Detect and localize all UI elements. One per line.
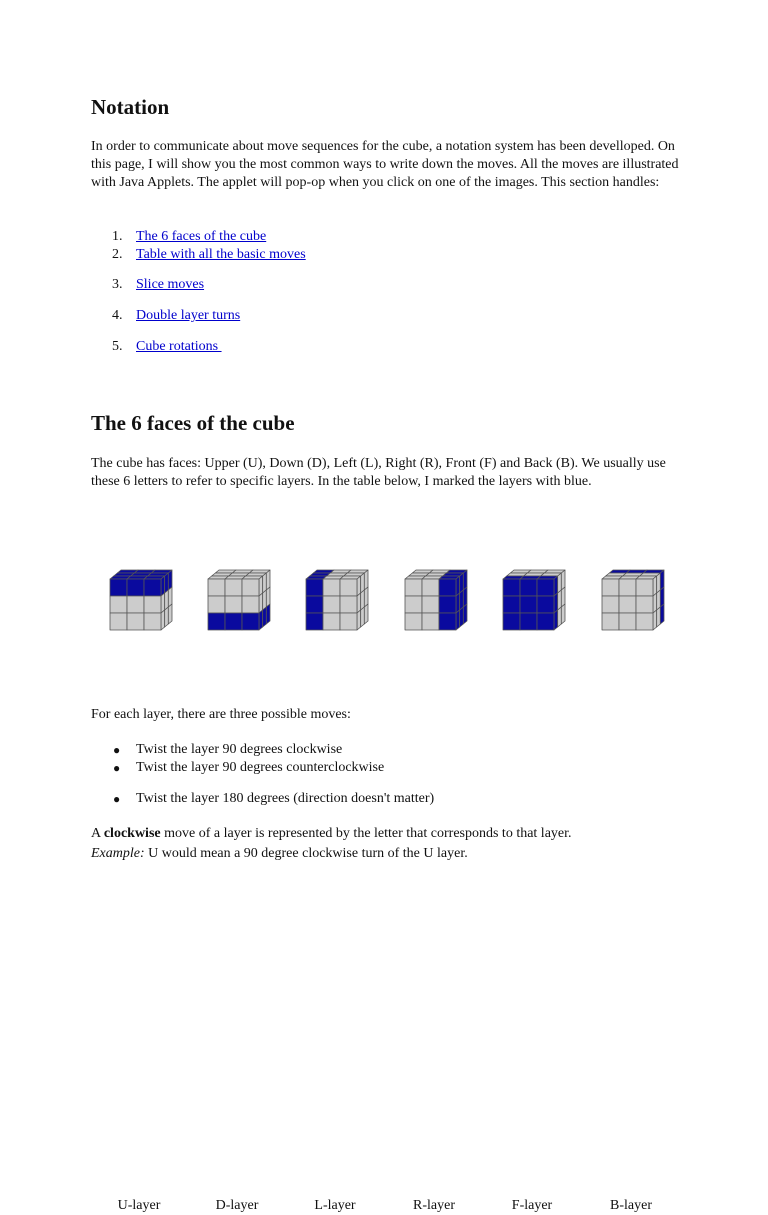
cube-front-sticker [602, 613, 619, 630]
cube-front-sticker [537, 613, 554, 630]
cube-front-sticker [619, 613, 636, 630]
cube-front-sticker [208, 579, 225, 596]
cube-front-sticker [242, 596, 259, 613]
cube-front-sticker [242, 579, 259, 596]
cube-front-sticker [636, 579, 653, 596]
cube-side-sticker [653, 610, 657, 630]
cube-r-layer[interactable] [399, 565, 479, 1213]
toc-link-cube-rotations[interactable]: Cube rotations [136, 339, 222, 354]
cube-front-sticker [127, 596, 144, 613]
cube-front-sticker [144, 579, 161, 596]
cube-front-sticker [520, 613, 537, 630]
cube-front-sticker [602, 596, 619, 613]
faces-heading: The 6 faces of the cube [91, 411, 295, 435]
clockwise-prefix: A [91, 826, 104, 841]
cube-d-layer-image [202, 565, 272, 631]
cube-f-layer-image [497, 565, 567, 631]
bullet-text: Twist the layer 90 degrees counterclockwise [136, 760, 385, 775]
cube-side-sticker [168, 604, 172, 624]
cube-side-sticker [259, 610, 263, 630]
cube-side-sticker [463, 604, 467, 624]
cube-label: F-layer [511, 1198, 553, 1213]
cube-front-sticker [225, 613, 242, 630]
cube-side-sticker [660, 604, 664, 624]
cube-front-sticker [340, 596, 357, 613]
cube-front-sticker [323, 596, 340, 613]
cube-label: B-layer [610, 1198, 652, 1213]
cube-front-sticker [619, 596, 636, 613]
example-paragraph [91, 845, 691, 863]
cube-front-sticker [208, 596, 225, 613]
cube-side-sticker [364, 604, 368, 624]
cube-front-sticker [503, 596, 520, 613]
faces-intro: The cube has faces: Upper (U), Down (D), Left (L), Right (R), Front (F) and Back (B). We usually use these 6 letters to refer to specific layers. In the table below, I marked the layers with blue. [91, 456, 666, 489]
toc-link-faces[interactable]: The 6 faces of the cube [136, 229, 267, 244]
cube-front-sticker [110, 579, 127, 596]
toc-link-slice-moves[interactable]: Slice moves [136, 277, 205, 292]
bullet-dot: ● [113, 761, 121, 775]
toc-link-basic-moves[interactable]: Table with all the basic moves [136, 247, 306, 262]
cube-front-sticker [503, 579, 520, 596]
cube-front-sticker [520, 596, 537, 613]
cube-label: R-layer [413, 1198, 455, 1213]
cube-front-sticker [110, 596, 127, 613]
cube-side-sticker [357, 610, 361, 630]
cube-front-sticker [306, 596, 323, 613]
cube-front-sticker [340, 613, 357, 630]
cube-side-sticker [263, 607, 267, 627]
cube-front-sticker [208, 613, 225, 630]
cube-f-layer[interactable] [497, 565, 577, 1213]
cube-u-layer-image [104, 565, 174, 631]
cube-r-layer-image [399, 565, 469, 631]
cube-front-sticker [405, 596, 422, 613]
cube-side-sticker [561, 604, 565, 624]
toc-number: 1. [112, 229, 123, 244]
moves-intro: For each layer, there are three possible moves: [91, 707, 351, 722]
cube-front-sticker [619, 579, 636, 596]
cube-label: L-layer [314, 1198, 356, 1213]
clockwise-suffix: move of a layer is represented by the letter that corresponds to that layer. [160, 826, 572, 841]
example-label: Example: [91, 846, 145, 861]
cube-front-sticker [340, 579, 357, 596]
toc-link-double-layer[interactable]: Double layer turns [136, 308, 241, 323]
cube-label: U-layer [117, 1198, 161, 1213]
cube-front-sticker [520, 579, 537, 596]
cube-front-sticker [323, 579, 340, 596]
cube-front-sticker [422, 579, 439, 596]
cube-front-sticker [405, 579, 422, 596]
cube-side-sticker [456, 610, 460, 630]
cube-front-sticker [636, 596, 653, 613]
bullet-dot: ● [113, 792, 121, 806]
cube-front-sticker [422, 613, 439, 630]
cube-side-sticker [361, 607, 365, 627]
cube-side-sticker [558, 607, 562, 627]
cube-front-sticker [439, 613, 456, 630]
cube-side-sticker [460, 607, 464, 627]
notation-intro: In order to communicate about move sequences for the cube, a notation system has been develloped. On this page, I will show you the most common ways to write down the moves. All the moves are illustrated with Java Applets. The applet will pop-op when you click on one of the images. This section handles: [91, 139, 679, 190]
toc-number: 4. [112, 308, 123, 323]
cube-side-sticker [165, 607, 169, 627]
cube-front-sticker [439, 579, 456, 596]
cube-front-sticker [323, 613, 340, 630]
cube-front-sticker [602, 579, 619, 596]
bullet-dot: ● [113, 743, 121, 757]
cube-side-sticker [657, 607, 661, 627]
cube-side-sticker [554, 610, 558, 630]
cube-front-sticker [422, 596, 439, 613]
notation-heading: Notation [91, 95, 170, 119]
cube-b-layer[interactable] [596, 565, 676, 1213]
cube-front-sticker [144, 613, 161, 630]
cube-front-sticker [127, 579, 144, 596]
cube-d-layer[interactable] [202, 565, 282, 1213]
cube-l-layer-image [300, 565, 370, 631]
toc-number: 2. [112, 247, 123, 262]
cube-front-sticker [144, 596, 161, 613]
cube-front-sticker [306, 579, 323, 596]
cube-side-sticker [161, 610, 165, 630]
cube-front-sticker [537, 579, 554, 596]
cube-label: D-layer [215, 1198, 259, 1213]
cube-front-sticker [242, 613, 259, 630]
clockwise-bold: clockwise [103, 826, 161, 841]
cube-l-layer[interactable] [300, 565, 380, 1213]
bullet-text: Twist the layer 90 degrees clockwise [136, 742, 343, 757]
cube-front-sticker [537, 596, 554, 613]
clockwise-paragraph [91, 825, 691, 843]
toc-number: 3. [112, 277, 123, 292]
cube-front-sticker [306, 613, 323, 630]
cube-front-sticker [225, 579, 242, 596]
cube-b-layer-image [596, 565, 666, 631]
bullet-text: Twist the layer 180 degrees (direction doesn't matter) [136, 791, 435, 806]
toc-number: 5. [112, 339, 123, 354]
cube-front-sticker [127, 613, 144, 630]
cube-front-sticker [225, 596, 242, 613]
cube-front-sticker [439, 596, 456, 613]
cube-side-sticker [266, 604, 270, 624]
example-text: U would mean a 90 degree clockwise turn of the U layer. [144, 846, 468, 861]
cube-front-sticker [405, 613, 422, 630]
cube-front-sticker [503, 613, 520, 630]
cube-front-sticker [636, 613, 653, 630]
cube-front-sticker [110, 613, 127, 630]
